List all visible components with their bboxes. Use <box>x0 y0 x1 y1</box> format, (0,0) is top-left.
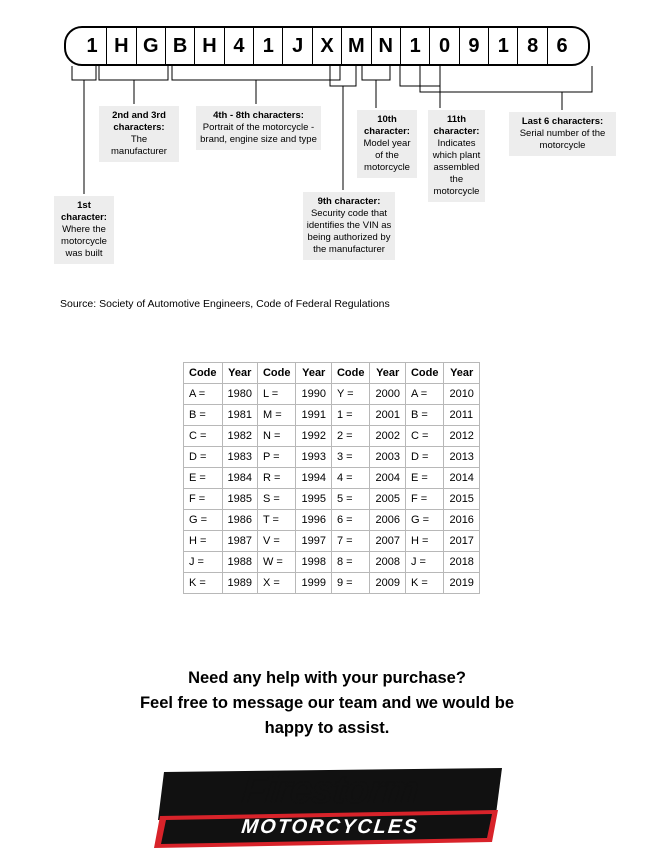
callout-body: Security code that identifies the VIN as being authorized by the manufacturer <box>306 208 392 255</box>
code-cell: E = <box>184 468 223 489</box>
code-cell: H = <box>184 531 223 552</box>
callout-9th-character <box>303 192 395 260</box>
year-cell: 2000 <box>370 384 405 405</box>
year-cell: 2004 <box>370 468 405 489</box>
year-cell: 2009 <box>370 573 405 594</box>
callout-10th-character <box>357 110 417 178</box>
callout-11th-character <box>428 110 485 202</box>
code-cell: K = <box>184 573 223 594</box>
year-cell: 1988 <box>222 552 257 573</box>
help-line-1: Need any help with your purchase? <box>188 669 466 687</box>
callout-body: The manufacturer <box>111 134 167 157</box>
code-cell: W = <box>257 552 296 573</box>
code-cell: F = <box>405 489 444 510</box>
callout-title: 1st character: <box>61 200 107 223</box>
callout-4th-8th-characters <box>196 106 321 150</box>
callout-body: Portrait of the motorcycle - brand, engine size and type <box>200 122 317 145</box>
vin-character: 1 <box>409 35 421 57</box>
help-message <box>0 666 654 741</box>
code-cell: 9 = <box>331 573 370 594</box>
callout-title: 2nd and 3rd characters: <box>112 110 166 133</box>
callout-title: 11th character: <box>433 114 480 137</box>
vin-character: B <box>172 35 188 57</box>
code-cell: A = <box>405 384 444 405</box>
table-header-row <box>184 363 480 384</box>
year-cell: 2005 <box>370 489 405 510</box>
year-cell: 2013 <box>444 447 479 468</box>
vin-character: H <box>114 35 129 57</box>
callout-body: Serial number of the motorcycle <box>519 128 606 151</box>
year-cell: 2011 <box>444 405 479 426</box>
year-cell: 1980 <box>222 384 257 405</box>
firestorm-motorcycles-logo <box>150 766 510 850</box>
table-row <box>184 468 480 489</box>
year-cell: 2018 <box>444 552 479 573</box>
code-cell: R = <box>257 468 296 489</box>
code-cell: D = <box>184 447 223 468</box>
vin-diagram <box>0 0 654 300</box>
code-cell: 2 = <box>331 426 370 447</box>
help-line-3: happy to assist. <box>264 719 390 737</box>
table-row <box>184 573 480 594</box>
callout-1st-character <box>54 196 114 264</box>
year-cell: 1989 <box>222 573 257 594</box>
logo-text-sub: MOTORCYCLES <box>240 816 420 838</box>
callout-title: Last 6 characters: <box>521 116 604 127</box>
vin-character: 8 <box>527 35 539 57</box>
logo-text-main: Firestorm <box>239 768 421 812</box>
vin-character: 1 <box>497 35 509 57</box>
table-row <box>184 510 480 531</box>
table-row <box>184 405 480 426</box>
source-note: Source: Society of Automotive Engineers, Code of Federal Regulations <box>60 298 390 310</box>
code-cell: D = <box>405 447 444 468</box>
code-cell: 4 = <box>331 468 370 489</box>
code-cell: F = <box>184 489 223 510</box>
year-cell: 2001 <box>370 405 405 426</box>
code-cell: S = <box>257 489 296 510</box>
year-cell: 1982 <box>222 426 257 447</box>
code-cell: J = <box>184 552 223 573</box>
vin-character: G <box>142 35 159 57</box>
callout-title: 10th character: <box>364 114 410 137</box>
year-cell: 1983 <box>222 447 257 468</box>
year-cell: 2010 <box>444 384 479 405</box>
column-header: Code <box>405 363 444 384</box>
code-cell: J = <box>405 552 444 573</box>
code-cell: 3 = <box>331 447 370 468</box>
code-cell: M = <box>257 405 296 426</box>
vin-character: 6 <box>556 35 568 57</box>
code-cell: G = <box>405 510 444 531</box>
vin-character: X <box>320 35 334 57</box>
column-header: Code <box>331 363 370 384</box>
year-cell: 2006 <box>370 510 405 531</box>
year-cell: 2014 <box>444 468 479 489</box>
column-header: Year <box>296 363 331 384</box>
year-cell: 2019 <box>444 573 479 594</box>
column-header: Code <box>257 363 296 384</box>
vin-character: 4 <box>233 35 245 57</box>
table-row <box>184 384 480 405</box>
code-cell: L = <box>257 384 296 405</box>
code-cell: E = <box>405 468 444 489</box>
vin-character: 9 <box>468 35 480 57</box>
vin-character: M <box>348 35 365 57</box>
code-cell: T = <box>257 510 296 531</box>
callout-body: Where the motorcycle was built <box>61 224 107 259</box>
year-cell: 2017 <box>444 531 479 552</box>
table-row <box>184 531 480 552</box>
year-cell: 1991 <box>296 405 331 426</box>
table-row <box>184 489 480 510</box>
code-cell: V = <box>257 531 296 552</box>
callout-title: 4th - 8th characters: <box>213 110 304 121</box>
code-cell: 1 = <box>331 405 370 426</box>
year-cell: 1987 <box>222 531 257 552</box>
year-cell: 2002 <box>370 426 405 447</box>
column-header: Year <box>222 363 257 384</box>
year-cell: 1993 <box>296 447 331 468</box>
code-cell: A = <box>184 384 223 405</box>
code-cell: 8 = <box>331 552 370 573</box>
code-cell: C = <box>184 426 223 447</box>
year-cell: 2008 <box>370 552 405 573</box>
year-cell: 1999 <box>296 573 331 594</box>
year-cell: 2007 <box>370 531 405 552</box>
year-cell: 1984 <box>222 468 257 489</box>
year-cell: 1995 <box>296 489 331 510</box>
year-cell: 1997 <box>296 531 331 552</box>
year-cell: 1985 <box>222 489 257 510</box>
year-cell: 1996 <box>296 510 331 531</box>
year-cell: 1981 <box>222 405 257 426</box>
code-cell: X = <box>257 573 296 594</box>
vin-character: 0 <box>438 35 451 57</box>
code-cell: B = <box>184 405 223 426</box>
year-cell: 1986 <box>222 510 257 531</box>
vin-character: N <box>378 35 393 57</box>
code-cell: P = <box>257 447 296 468</box>
code-cell: H = <box>405 531 444 552</box>
callout-body: Model year of the motorcycle <box>363 138 411 173</box>
column-header: Code <box>184 363 223 384</box>
callout-last-6-characters <box>509 112 616 156</box>
code-cell: 7 = <box>331 531 370 552</box>
table-row <box>184 447 480 468</box>
code-cell: K = <box>405 573 444 594</box>
vin-character: H <box>202 35 217 57</box>
year-cell: 2015 <box>444 489 479 510</box>
table-row <box>184 552 480 573</box>
year-cell: 1992 <box>296 426 331 447</box>
year-cell: 2012 <box>444 426 479 447</box>
year-cell: 2016 <box>444 510 479 531</box>
year-cell: 1998 <box>296 552 331 573</box>
vin-character-strip <box>64 26 590 66</box>
year-cell: 1990 <box>296 384 331 405</box>
callout-2nd-3rd-characters <box>99 106 179 162</box>
column-header: Year <box>370 363 405 384</box>
callout-body: Indicates which plant assembled the motorcycle <box>432 138 481 197</box>
help-line-2: Feel free to message our team and we would be <box>139 694 515 712</box>
vin-character: J <box>292 35 304 57</box>
code-cell: 6 = <box>331 510 370 531</box>
table-row <box>184 426 480 447</box>
code-cell: C = <box>405 426 444 447</box>
code-cell: G = <box>184 510 223 531</box>
vin-character: 1 <box>262 35 274 57</box>
model-year-code-table <box>183 362 480 594</box>
year-cell: 1994 <box>296 468 331 489</box>
code-cell: B = <box>405 405 444 426</box>
code-cell: Y = <box>331 384 370 405</box>
code-cell: N = <box>257 426 296 447</box>
vin-character: 1 <box>86 35 98 57</box>
column-header: Year <box>444 363 479 384</box>
callout-title: 9th character: <box>317 196 381 207</box>
year-cell: 2003 <box>370 447 405 468</box>
code-cell: 5 = <box>331 489 370 510</box>
